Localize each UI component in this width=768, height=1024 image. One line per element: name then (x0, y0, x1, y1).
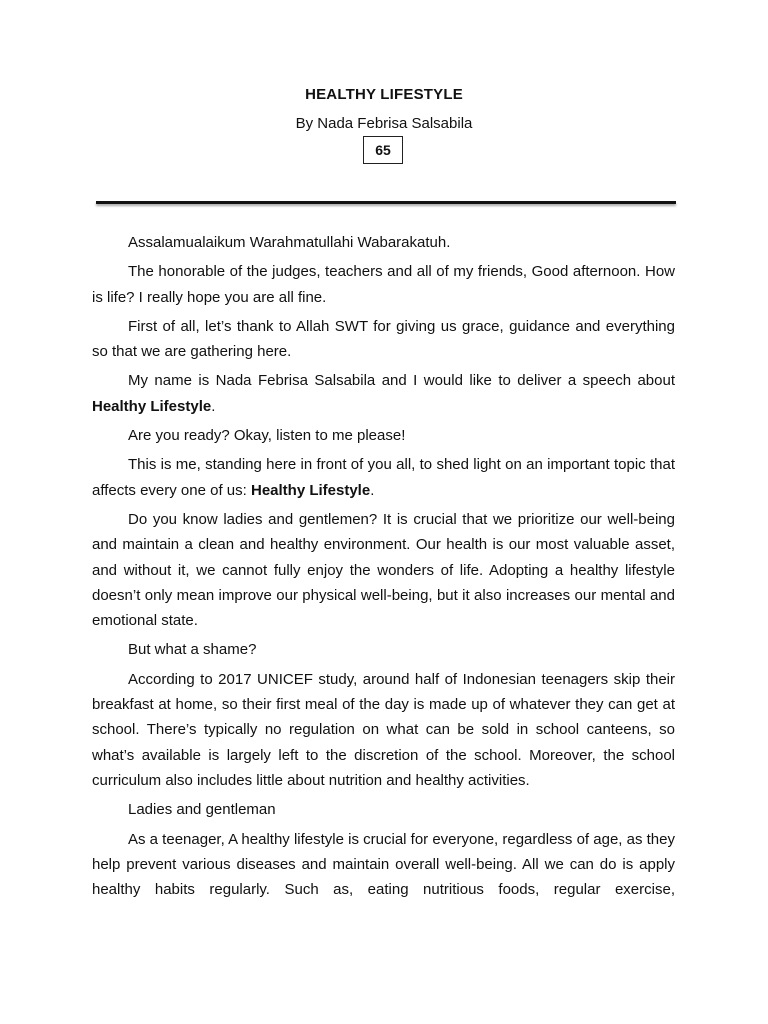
speech-body (92, 230, 675, 906)
paragraph-text: . (370, 481, 375, 499)
paragraph-text: Are you ready? Okay, listen to me please! (128, 427, 406, 445)
paragraph-text: As a teenager, A healthy lifestyle is crucial for everyone, regardless of age, as they help prevent various diseases and maintain overall well-being. All we can do is apply healthy habits regularly. Such as, eating nutritious foods, regular exercise, (92, 830, 675, 899)
bold-topic: Healthy Lifestyle (250, 481, 371, 499)
paragraph-unicef (92, 667, 675, 793)
paragraph-greeting (92, 230, 675, 255)
paragraph-text: Ladies and gentleman (128, 801, 276, 819)
paragraph-text: The honorable of the judges, teachers and all of my friends, Good afternoon. How is life? I really hope you are all fine. (92, 263, 675, 306)
paragraph-shame (92, 637, 675, 662)
paragraph-teenager (92, 827, 675, 903)
paragraph-importance (92, 507, 675, 633)
paragraph-text: Do you know ladies and gentlemen? It is crucial that we prioritize our well-being and maintain a clean and healthy environment. Our health is our most valuable asset, and without it, we cannot fully enjoy the wonders of life. Adopting a healthy lifestyle doesn’t only mean improve our physical well-being, but it also increases our mental and emotional state. (92, 510, 675, 630)
paragraph-text: . (211, 397, 216, 415)
paragraph-text: First of all, let’s thank to Allah SWT for giving us grace, guidance and everything so that we are gathering here. (92, 317, 675, 361)
paragraph-honorable (92, 259, 675, 310)
paragraph-text: This is me, standing here in front of you all, to shed light on an important topic that affects every one of us: (92, 456, 675, 499)
horizontal-rule (96, 201, 676, 204)
document-title: HEALTHY LIFESTYLE (305, 86, 463, 103)
paragraph-introduction (92, 368, 675, 419)
paragraph-text: According to 2017 UNICEF study, around half of Indonesian teenagers skip their breakfast at home, so their first meal of the day is made up of whatever they can get at school. There’s typically no regulation on what can be sold in school canteens, so what’s available is largely left to the discretion of the school. Moreover, the school curriculum also includes little about nutrition and healthy activities. (92, 670, 675, 789)
author-line: By Nada Febrisa Salsabila (295, 115, 473, 132)
paragraph-text: My name is Nada Febrisa Salsabila and I would like to deliver a speech about (128, 372, 675, 390)
paragraph-topic (92, 452, 675, 503)
paragraph-text: Assalamualaikum Warahmatullahi Wabarakatuh. (128, 234, 451, 251)
bold-topic: Healthy Lifestyle (92, 397, 212, 415)
score-box: 65 (363, 136, 403, 164)
paragraph-text: But what a shame? (128, 641, 257, 659)
paragraph-address (92, 797, 675, 822)
paragraph-thanks (92, 314, 675, 365)
paragraph-ready (92, 423, 675, 448)
